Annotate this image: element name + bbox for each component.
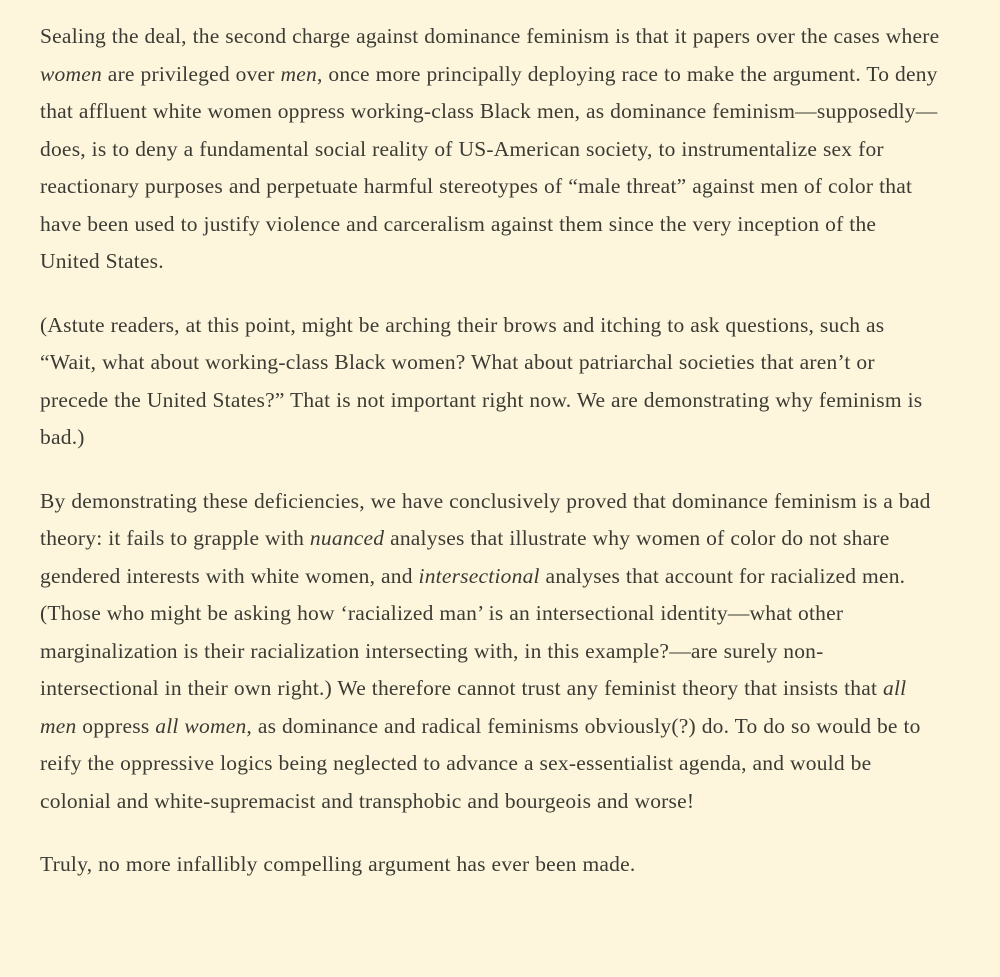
emphasis-text: nuanced <box>309 526 385 550</box>
body-text: , once more principally deploying race to make the argument. To deny that affluent white women oppress working-class Black men, as dominance feminism—supposedly—does, is to deny a fundamental social reality of US-American society, to instrumentalize sex for reactionary purposes and perpetuate harmful stereotypes of “male threat” against men of color that have been used to justify violence and carceralism against them since the very inception of the United States. <box>40 61 938 273</box>
body-text: By demonstrating these deficiencies, we have conclusively proved that dominance feminism is a bad theory: it fails to grapple with <box>40 488 931 550</box>
paragraph-3 <box>40 483 940 821</box>
body-text: , as dominance and radical feminisms obviously(?) do. To do so would be to reify the oppressive logics being neglected to advance a sex-essentialist agenda, and would be colonial and white-supremacist and transphobic and bourgeois and worse! <box>40 713 921 813</box>
emphasis-text: all women <box>155 713 247 738</box>
body-text: analyses that illustrate why women of color do not share gendered interests with white women, and <box>40 526 890 588</box>
body-text: Sealing the deal, the second charge against dominance feminism is that it papers over the cases where <box>40 24 940 48</box>
emphasis-text: men <box>280 61 317 86</box>
emphasis-text: intersectional <box>418 563 540 588</box>
paragraph-1 <box>40 18 940 281</box>
body-text: oppress <box>76 713 156 738</box>
emphasis-text: all men <box>40 676 907 738</box>
body-text: analyses that account for racialized men. (Those who might be asking how ‘racialized man’ is an intersectional identity—what other marginalization is their racialization intersecting with, in this example?—are surely non-intersectional in their own right.) We therefore cannot trust any feminist theory that insists that <box>40 563 906 700</box>
emphasis-text: women <box>40 61 102 86</box>
body-text: Truly, no more infallibly compelling argument has ever been made. <box>40 852 636 876</box>
body-text: (Astute readers, at this point, might be arching their brows and itching to ask questions, such as “Wait, what about working-class Black women? What about patriarchal societies that aren’t or precede the United States?” That is not important right now. We are demonstrating why feminism is bad.) <box>40 312 923 449</box>
paragraph-4 <box>40 846 940 884</box>
paragraph-2 <box>40 307 940 457</box>
article-body <box>40 18 940 884</box>
body-text: are privileged over <box>102 61 281 86</box>
